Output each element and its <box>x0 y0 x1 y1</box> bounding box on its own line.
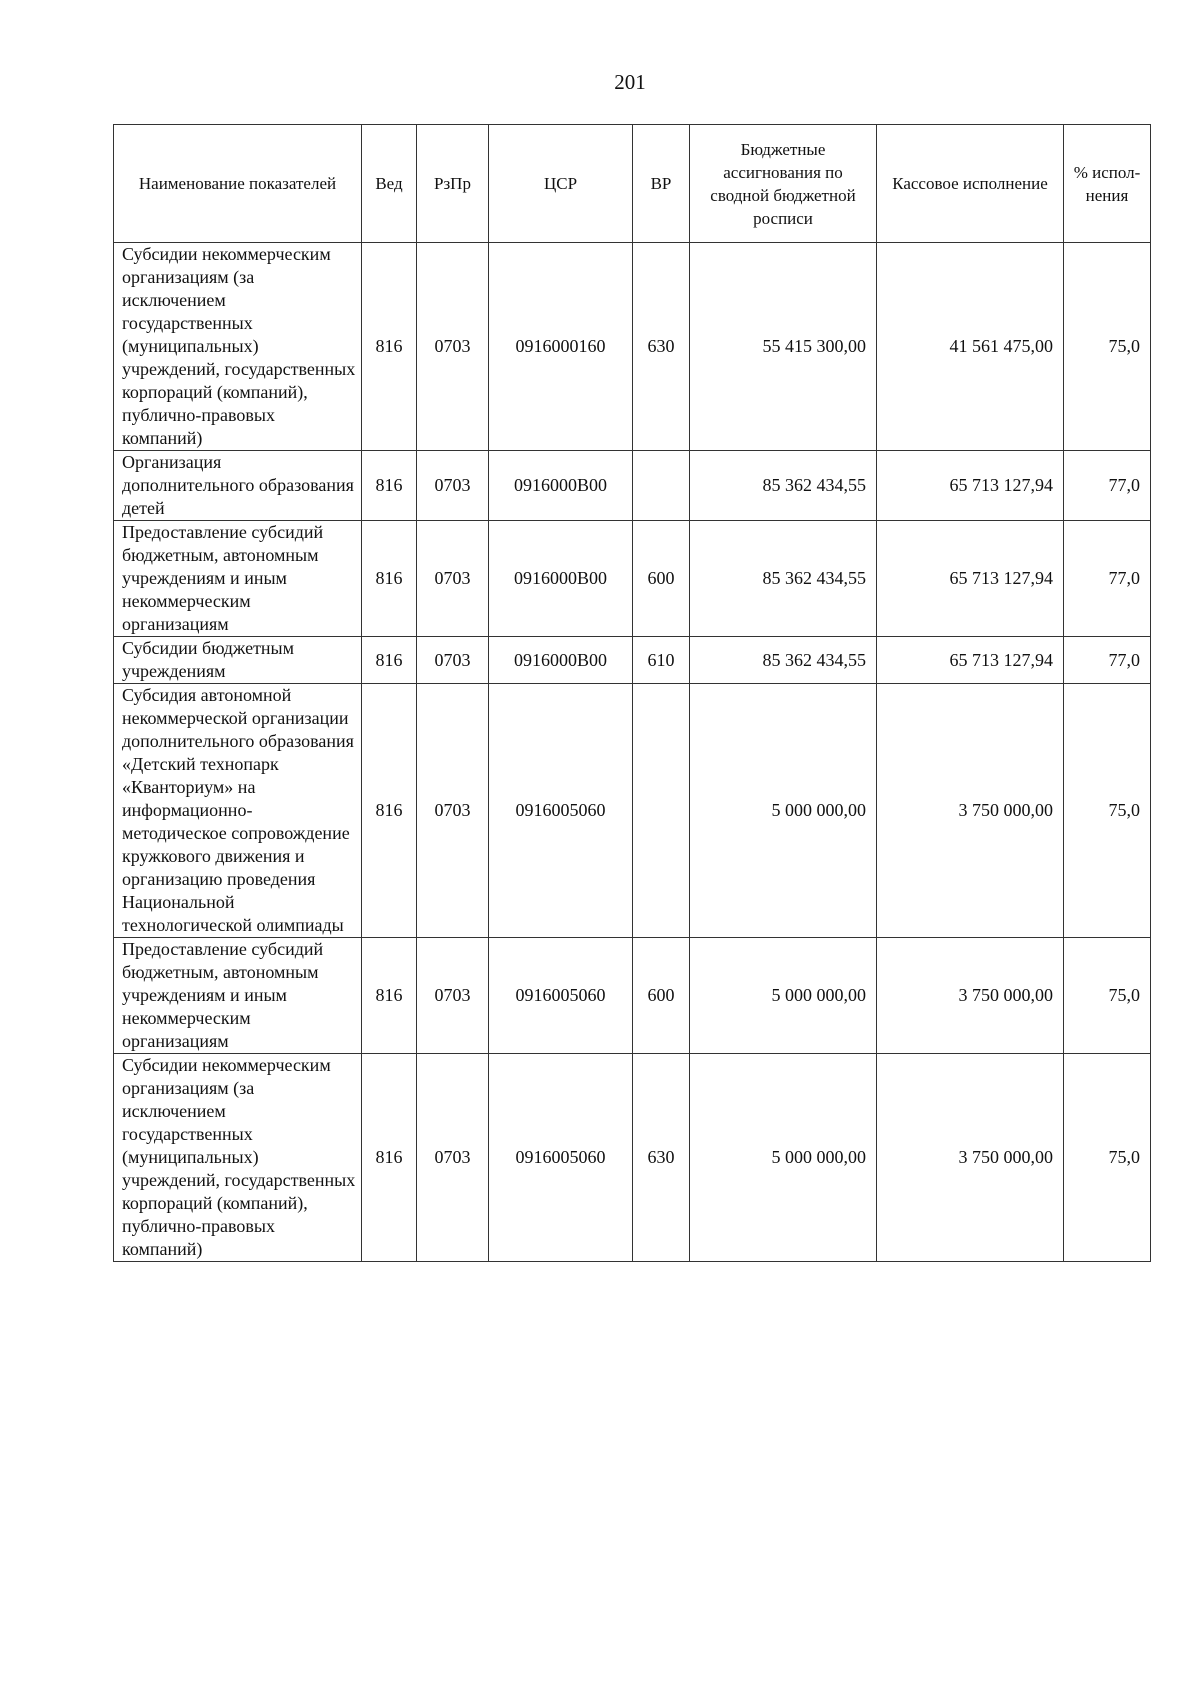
header-percent: % испол-нения <box>1064 125 1151 243</box>
header-vr: ВР <box>633 125 690 243</box>
row-name-cell: Субсидии бюджетным учреждениям <box>114 637 362 684</box>
row-name-cell: Организация дополнительного образования детей <box>114 451 362 521</box>
row-cash-cell: 65 713 127,94 <box>877 521 1064 637</box>
row-budget-cell: 5 000 000,00 <box>690 938 877 1054</box>
row-vr-cell <box>633 684 690 938</box>
row-rzpr-cell: 0703 <box>417 637 489 684</box>
row-percent-cell: 75,0 <box>1064 938 1151 1054</box>
row-name-cell: Субсидия автономной некоммерческой организации дополнительного образования «Детский технопарк «Кванториум» на информационно-методическое сопровождение кружкового движения и организацию проведения Национальной технологической олимпиады <box>114 684 362 938</box>
row-csr-cell: 0916000160 <box>489 243 633 451</box>
row-percent-cell: 75,0 <box>1064 1054 1151 1262</box>
header-ved: Вед <box>362 125 417 243</box>
row-csr-cell: 0916000В00 <box>489 521 633 637</box>
row-ved-cell: 816 <box>362 938 417 1054</box>
row-ved-cell: 816 <box>362 451 417 521</box>
row-ved-cell: 816 <box>362 637 417 684</box>
row-cash-cell: 65 713 127,94 <box>877 451 1064 521</box>
row-csr-cell: 0916005060 <box>489 938 633 1054</box>
table-row <box>114 637 1151 684</box>
row-vr-cell: 630 <box>633 1054 690 1262</box>
row-rzpr-cell: 0703 <box>417 684 489 938</box>
row-rzpr-cell: 0703 <box>417 243 489 451</box>
table-row <box>114 1054 1151 1262</box>
row-ved-cell: 816 <box>362 1054 417 1262</box>
row-csr-cell: 0916000В00 <box>489 637 633 684</box>
row-name-cell: Предоставление субсидий бюджетным, автономным учреждениям и иным некоммерческим организациям <box>114 521 362 637</box>
row-csr-cell: 0916005060 <box>489 1054 633 1262</box>
row-percent-cell: 75,0 <box>1064 243 1151 451</box>
row-budget-cell: 5 000 000,00 <box>690 1054 877 1262</box>
row-budget-cell: 5 000 000,00 <box>690 684 877 938</box>
row-ved-cell: 816 <box>362 521 417 637</box>
row-budget-cell: 85 362 434,55 <box>690 451 877 521</box>
page-number: 201 <box>614 70 646 94</box>
table-header-row <box>114 125 1151 243</box>
budget-table <box>113 124 1151 1262</box>
table-row <box>114 938 1151 1054</box>
table-row <box>114 451 1151 521</box>
row-rzpr-cell: 0703 <box>417 451 489 521</box>
row-csr-cell: 0916005060 <box>489 684 633 938</box>
table-row <box>114 243 1151 451</box>
row-rzpr-cell: 0703 <box>417 521 489 637</box>
row-csr-cell: 0916000В00 <box>489 451 633 521</box>
row-ved-cell: 816 <box>362 243 417 451</box>
row-budget-cell: 85 362 434,55 <box>690 521 877 637</box>
header-name: Наименование показателей <box>114 125 362 243</box>
row-name-cell: Предоставление субсидий бюджетным, автономным учреждениям и иным некоммерческим организациям <box>114 938 362 1054</box>
row-cash-cell: 65 713 127,94 <box>877 637 1064 684</box>
row-name-cell: Субсидии некоммерческим организациям (за исключением государственных (муниципальных) учреждений, государственных корпораций (компаний), публично-правовых компаний) <box>114 243 362 451</box>
header-rzpr: РзПр <box>417 125 489 243</box>
row-rzpr-cell: 0703 <box>417 938 489 1054</box>
header-csr: ЦСР <box>489 125 633 243</box>
header-budget: Бюджетные ассигнования по сводной бюджетной росписи <box>690 125 877 243</box>
row-cash-cell: 3 750 000,00 <box>877 1054 1064 1262</box>
row-vr-cell: 600 <box>633 938 690 1054</box>
table-row <box>114 684 1151 938</box>
row-budget-cell: 85 362 434,55 <box>690 637 877 684</box>
row-percent-cell: 77,0 <box>1064 451 1151 521</box>
row-percent-cell: 77,0 <box>1064 521 1151 637</box>
row-name-cell: Субсидии некоммерческим организациям (за исключением государственных (муниципальных) учреждений, государственных корпораций (компаний), публично-правовых компаний) <box>114 1054 362 1262</box>
row-vr-cell: 630 <box>633 243 690 451</box>
row-vr-cell <box>633 451 690 521</box>
row-cash-cell: 3 750 000,00 <box>877 684 1064 938</box>
row-budget-cell: 55 415 300,00 <box>690 243 877 451</box>
row-rzpr-cell: 0703 <box>417 1054 489 1262</box>
row-vr-cell: 610 <box>633 637 690 684</box>
row-cash-cell: 3 750 000,00 <box>877 938 1064 1054</box>
row-vr-cell: 600 <box>633 521 690 637</box>
row-percent-cell: 75,0 <box>1064 684 1151 938</box>
row-cash-cell: 41 561 475,00 <box>877 243 1064 451</box>
table-row <box>114 521 1151 637</box>
row-ved-cell: 816 <box>362 684 417 938</box>
row-percent-cell: 77,0 <box>1064 637 1151 684</box>
header-cash: Кассовое исполнение <box>877 125 1064 243</box>
